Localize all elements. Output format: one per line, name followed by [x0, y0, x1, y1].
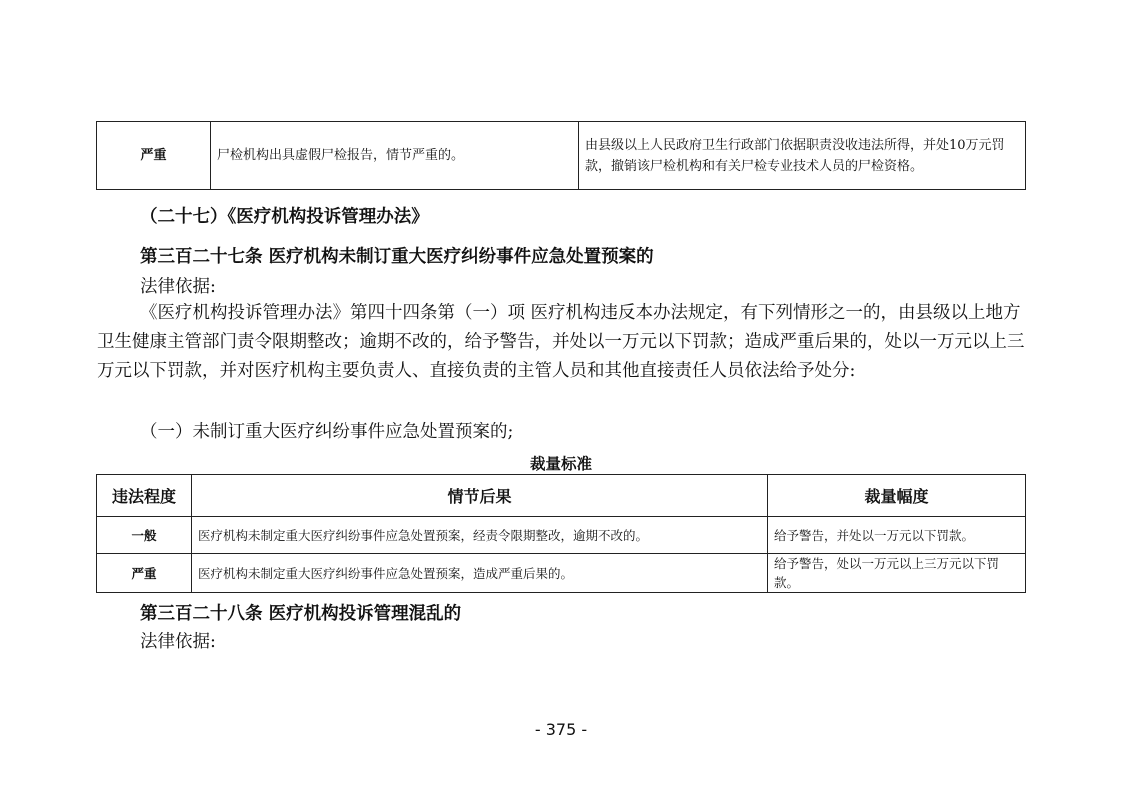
article-327-title: 第三百二十七条 医疗机构未制订重大医疗纠纷事件应急处置预案的: [140, 247, 654, 267]
table-row: [97, 122, 1026, 190]
header-range: 裁量幅度: [768, 475, 1026, 517]
range-cell: 给予警告，处以一万元以上三万元以下罚款。: [768, 554, 1026, 593]
standard-table-caption: 裁量标准: [529, 455, 592, 473]
circumstance-cell: 医疗机构未制定重大医疗纠纷事件应急处置预案，经责令限期整改，逾期不改的。: [192, 517, 768, 554]
penalty-cell: 由县级以上人民政府卫生行政部门依据职责没收违法所得，并处10万元罚款，撤销该尸检机构和有关尸检专业技术人员的尸检资格。: [579, 122, 1026, 190]
range-cell: 给予警告，并处以一万元以下罚款。: [768, 517, 1026, 554]
table-row: [97, 554, 1026, 593]
standard-table: [96, 474, 1026, 593]
article-327-basis-text: 《医疗机构投诉管理办法》第四十四条第（一）项 医疗机构违反本办法规定，有下列情形之一的，由县级以上地方卫生健康主管部门责令限期整改；逾期不改的，给予警告，并处以一万元以下罚款；造成严重后果的，处以一万元以上三万元以下罚款，并对医疗机构主要负责人、直接负责的主管人员和其他直接责任人员依法给予处分:: [97, 303, 1025, 381]
article-327-item-1: （一）未制订重大医疗纠纷事件应急处置预案的;: [140, 422, 514, 442]
article-328-title: 第三百二十八条 医疗机构投诉管理混乱的: [140, 604, 462, 624]
article-328-basis-label: 法律依据:: [140, 632, 216, 652]
page-number: - 375 -: [534, 720, 588, 739]
header-level: 违法程度: [97, 475, 192, 517]
table-header-row: [97, 475, 1026, 517]
header-circumstance: 情节后果: [192, 475, 768, 517]
article-327-basis-label: 法律依据:: [140, 277, 216, 297]
level-cell: 一般: [97, 517, 192, 554]
level-cell: 严重: [97, 554, 192, 593]
section-title: （二十七）《医疗机构投诉管理办法》: [140, 207, 429, 227]
circumstance-cell: 尸检机构出具虚假尸检报告，情节严重的。: [211, 122, 579, 190]
circumstance-cell: 医疗机构未制定重大医疗纠纷事件应急处置预案，造成严重后果的。: [192, 554, 768, 593]
table-row: [97, 517, 1026, 554]
top-penalty-table: [96, 121, 1026, 190]
severity-cell: 严重: [97, 122, 211, 190]
